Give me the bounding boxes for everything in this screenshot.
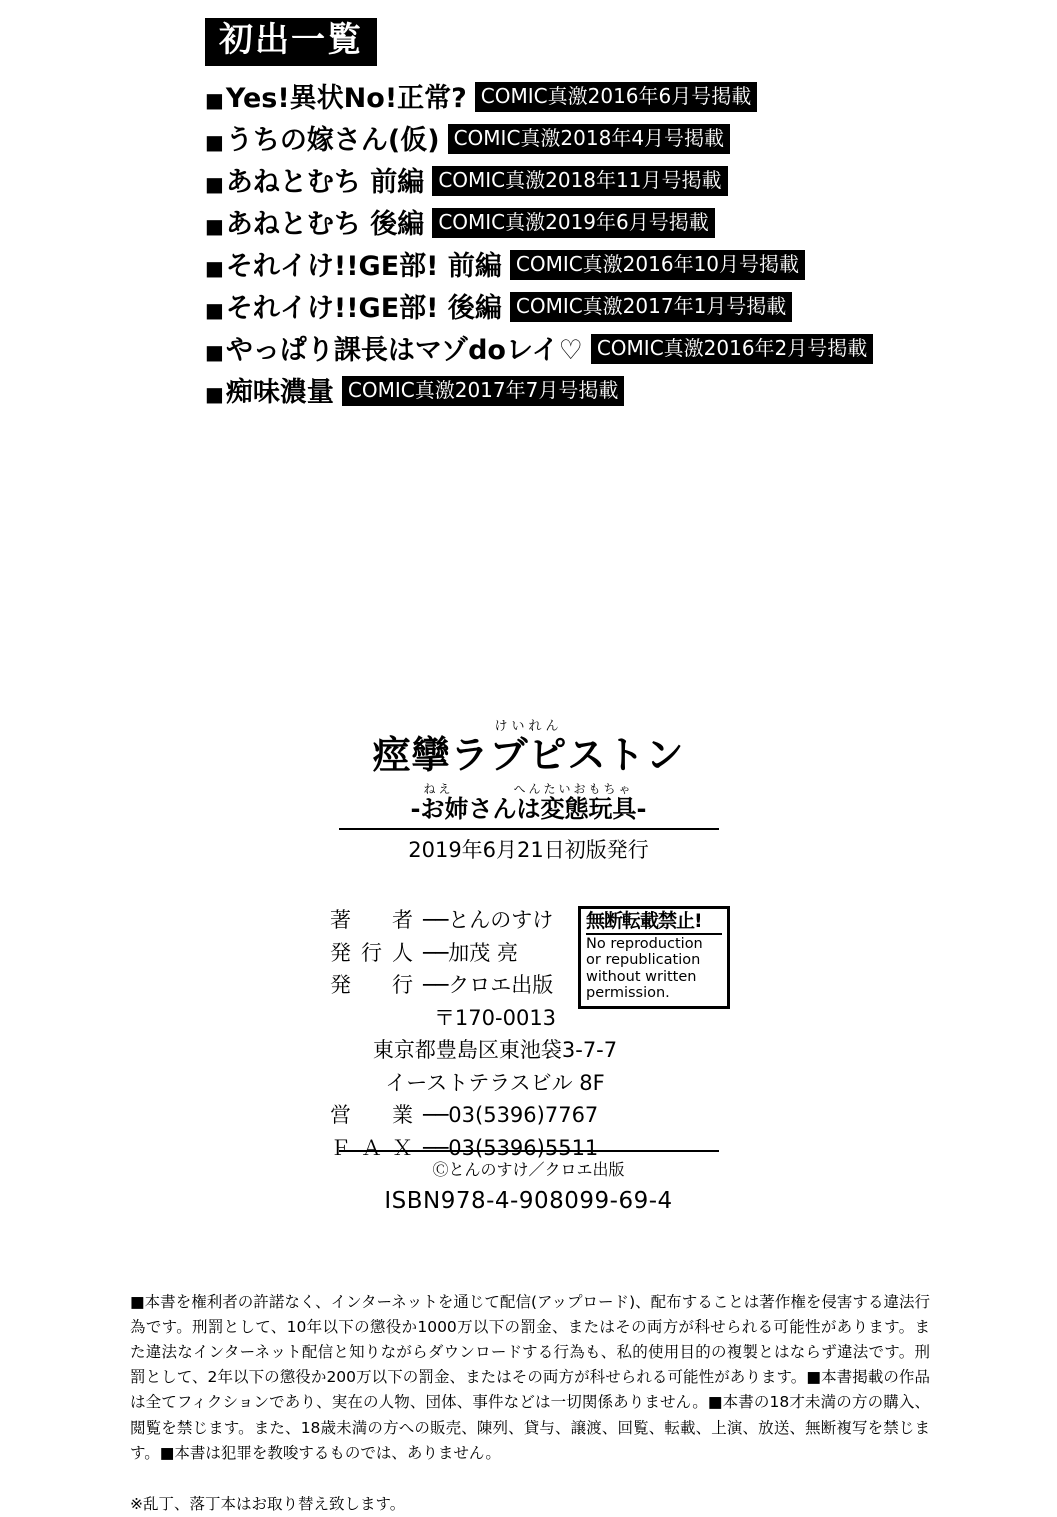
book-subtitle-ruby: ねえ へんたいおもちゃ — [423, 781, 634, 796]
square-bullet-icon: ■ — [205, 297, 224, 322]
first-publication-section — [205, 18, 1005, 420]
magazine-badge: COMIC真激2016年10月号掲載 — [510, 250, 805, 280]
legal-notice-section — [130, 1290, 930, 1517]
author-value: とんのすけ — [448, 908, 554, 933]
work-title: それイけ!!GE部! 前編 — [225, 251, 502, 282]
square-bullet-icon: ■ — [205, 255, 224, 280]
list-item — [205, 126, 1005, 156]
work-title: やっぱり課長はマゾdoレイ♡ — [225, 335, 583, 366]
work-title: うちの嫁さん(仮) — [225, 125, 440, 156]
book-subtitle: -お姉さんは変態玩具- — [410, 794, 647, 823]
divider-top — [339, 828, 719, 830]
fax-label: ＦＡＸ — [330, 1136, 423, 1161]
magazine-badge: COMIC真激2019年6月号掲載 — [432, 208, 714, 238]
sales-label: 営 業 — [330, 1103, 423, 1128]
square-bullet-icon: ■ — [205, 129, 224, 154]
magazine-badge: COMIC真激2018年4月号掲載 — [448, 124, 730, 154]
imprint-block — [0, 904, 1057, 1161]
publisher-label: 発 行 — [330, 973, 423, 998]
fax-row: ＦＡＸ──03(5396)5511 — [330, 1132, 730, 1165]
book-title: 痙攣ラブピストン — [372, 733, 685, 777]
publisher-value: クロエ出版 — [448, 973, 554, 998]
no-reproduction-jp: 無断転載禁止! — [586, 912, 722, 935]
publisher-person-label: 発行人 — [330, 940, 423, 965]
first-publication-heading: 初出一覧 — [205, 18, 377, 66]
author-label: 著 者 — [330, 908, 423, 933]
publication-date: 2019年6月21日初版発行 — [408, 838, 649, 863]
work-title: あねとむち 前編 — [225, 167, 425, 198]
colophon-section — [0, 720, 1057, 1214]
magazine-badge: COMIC真激2017年1月号掲載 — [510, 292, 792, 322]
list-item — [205, 294, 1005, 324]
book-title-ruby: けいれん — [494, 719, 563, 734]
square-bullet-icon: ■ — [205, 87, 224, 112]
work-title: Yes!異状No!正常? — [225, 83, 467, 114]
fax-value: 03(5396)5511 — [448, 1136, 599, 1161]
magazine-badge: COMIC真激2017年7月号掲載 — [342, 376, 624, 406]
address-line-1: 東京都豊島区東池袋3-7-7 — [372, 1038, 618, 1063]
work-title: 痴味濃量 — [225, 377, 334, 408]
list-item — [205, 378, 1005, 408]
author-row: 著 者──とんのすけ — [330, 904, 730, 937]
publisher-row: 発 行──クロエ出版 — [330, 969, 730, 1002]
list-item — [205, 168, 1005, 198]
square-bullet-icon: ■ — [205, 339, 224, 364]
legal-paragraph: ■本書を権利者の許諾なく、インターネットを通じて配信(アップロード)、配布することは著作権を侵害する違法行為です。刑罰として、10年以下の懲役か1000万以下の罰金、またはその両方が科せられる可能性があります。また違法なインターネット配信と知りながらダウンロードする行為も、私的使用目的の複製とはならず違法です。刑罰として、2年以下の懲役か200万以下の罰金、またはその両方が科せられる可能性があります。■本書掲載の作品は全てフィクションであり、実在の人物、団体、事件などは一切関係ありません。■本書の18才未満の方の購入、閲覧を禁じます。また、18歳未満の方への販売、陳列、貸与、譲渡、回覧、転載、上演、放送、無断複写を禁じます。■本書は犯罪を教唆するものでは、ありません。 — [130, 1293, 930, 1462]
publisher-person-value: 加茂 亮 — [448, 940, 518, 965]
square-bullet-icon: ■ — [205, 171, 224, 196]
square-bullet-icon: ■ — [205, 213, 224, 238]
magazine-badge: COMIC真激2016年6月号掲載 — [475, 82, 757, 112]
list-item — [205, 210, 1005, 240]
work-title: あねとむち 後編 — [225, 209, 425, 240]
legal-tail: ※乱丁、落丁本はお取り替え致します。 — [130, 1494, 406, 1513]
sales-row: 営 業──03(5396)7767 — [330, 1099, 730, 1132]
publisher-person-row: 発行人──加茂 亮 — [330, 937, 730, 970]
work-title: それイけ!!GE部! 後編 — [225, 293, 502, 324]
isbn: ISBN978-4-908099-69-4 — [384, 1188, 673, 1215]
sales-value: 03(5396)7767 — [448, 1103, 599, 1128]
list-item — [205, 336, 1005, 366]
list-item — [205, 252, 1005, 282]
first-publication-list — [205, 84, 1005, 408]
no-reproduction-en: No reproduction or republication without written permission. — [586, 936, 703, 1001]
no-reproduction-notice — [578, 906, 730, 1009]
copyright-line: Ⓒとんのすけ／クロエ出版 — [432, 1160, 625, 1180]
magazine-badge: COMIC真激2016年2月号掲載 — [591, 334, 873, 364]
postal-code: 〒170-0013 — [433, 1005, 557, 1030]
list-item — [205, 84, 1005, 114]
square-bullet-icon: ■ — [205, 381, 224, 406]
magazine-badge: COMIC真激2018年11月号掲載 — [432, 166, 727, 196]
address-line-2: イーストテラスビル 8F — [385, 1070, 605, 1095]
